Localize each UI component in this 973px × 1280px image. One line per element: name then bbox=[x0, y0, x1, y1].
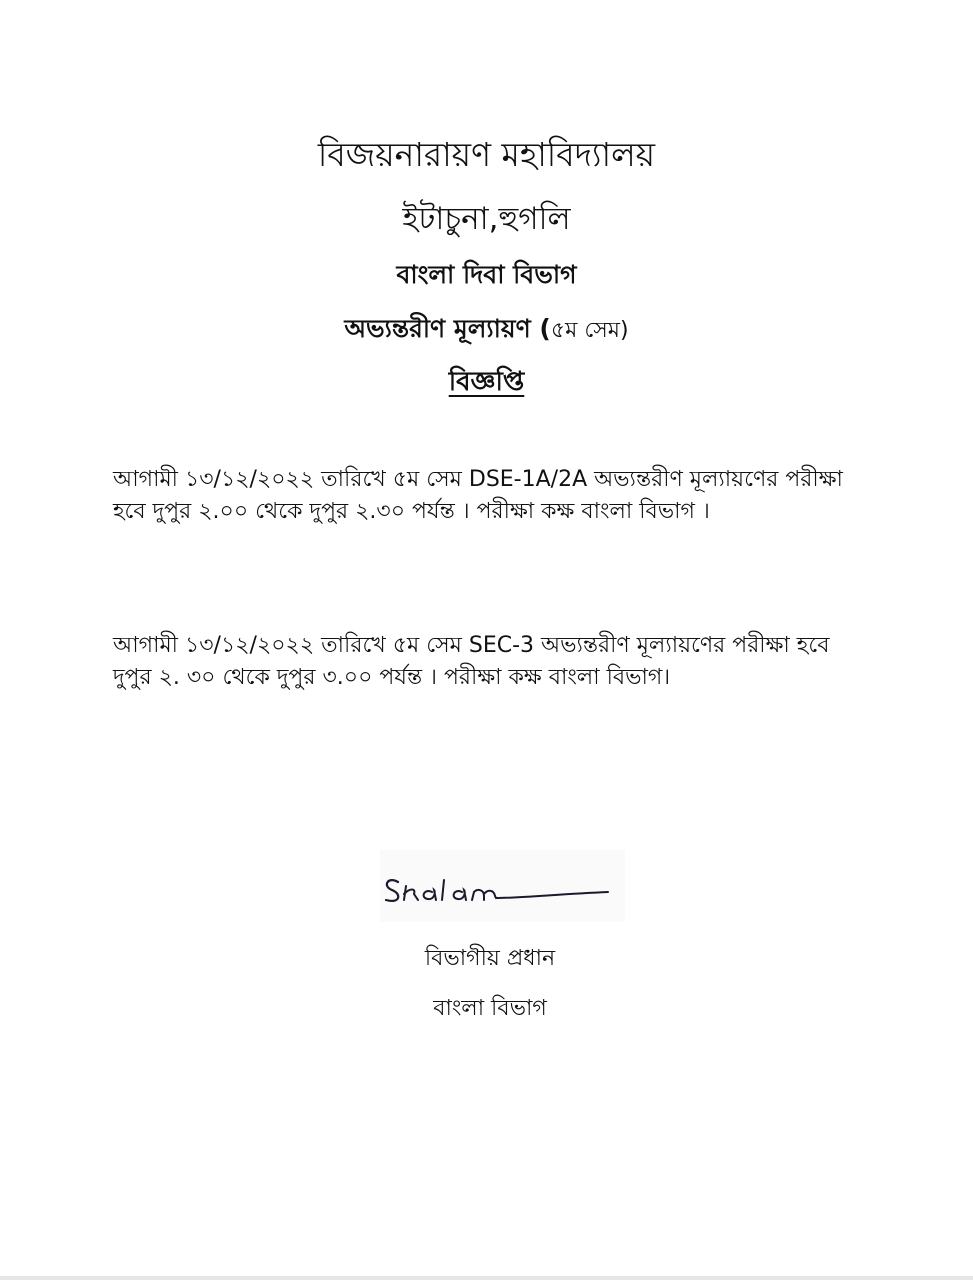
department-name: বাংলা দিবা বিভাগ bbox=[396, 260, 577, 289]
assessment-heading-semester: ৫ম সেম) bbox=[550, 318, 629, 343]
assessment-heading-bold: অভ্যন্তরীণ মূল্যায়ণ ( bbox=[344, 314, 551, 343]
signatory-department: বাংলা বিভাগ bbox=[433, 996, 547, 1021]
handwritten-signature bbox=[370, 850, 630, 925]
assessment-heading bbox=[0, 310, 973, 350]
notice-paragraph-1: আগামী ১৩/১২/২০২২ তারিখে ৫ম সেম DSE-1A/2A অভ্যন্তরীণ মূল্যায়ণের পরীক্ষা হবে দুপুর ২.০০ থেকে দুপুর ২.৩০ পর্যন্ত । পরীক্ষা কক্ষ বাংলা বিভাগ । bbox=[113, 467, 843, 524]
notice-paragraph-2: আগামী ১৩/১২/২০২২ তারিখে ৫ম সেম SEC-3 অভ্যন্তরীণ মূল্যায়ণের পরীক্ষা হবে দুপুর ২. ৩০ থেকে দুপুর ৩.০০ পর্যন্ত । পরীক্ষা কক্ষ বাংলা বিভাগ। bbox=[113, 633, 830, 690]
college-name: বিজয়নারায়ণ মহাবিদ্যালয় bbox=[317, 135, 656, 174]
notice-title-text: বিজ্ঞপ্তি bbox=[448, 367, 525, 397]
page-bottom-edge bbox=[0, 1276, 973, 1280]
college-place: ইটাচুনা,হুগলি bbox=[402, 201, 571, 237]
notice-title bbox=[0, 362, 973, 402]
signatory-title: বিভাগীয় প্রধান bbox=[424, 946, 556, 971]
